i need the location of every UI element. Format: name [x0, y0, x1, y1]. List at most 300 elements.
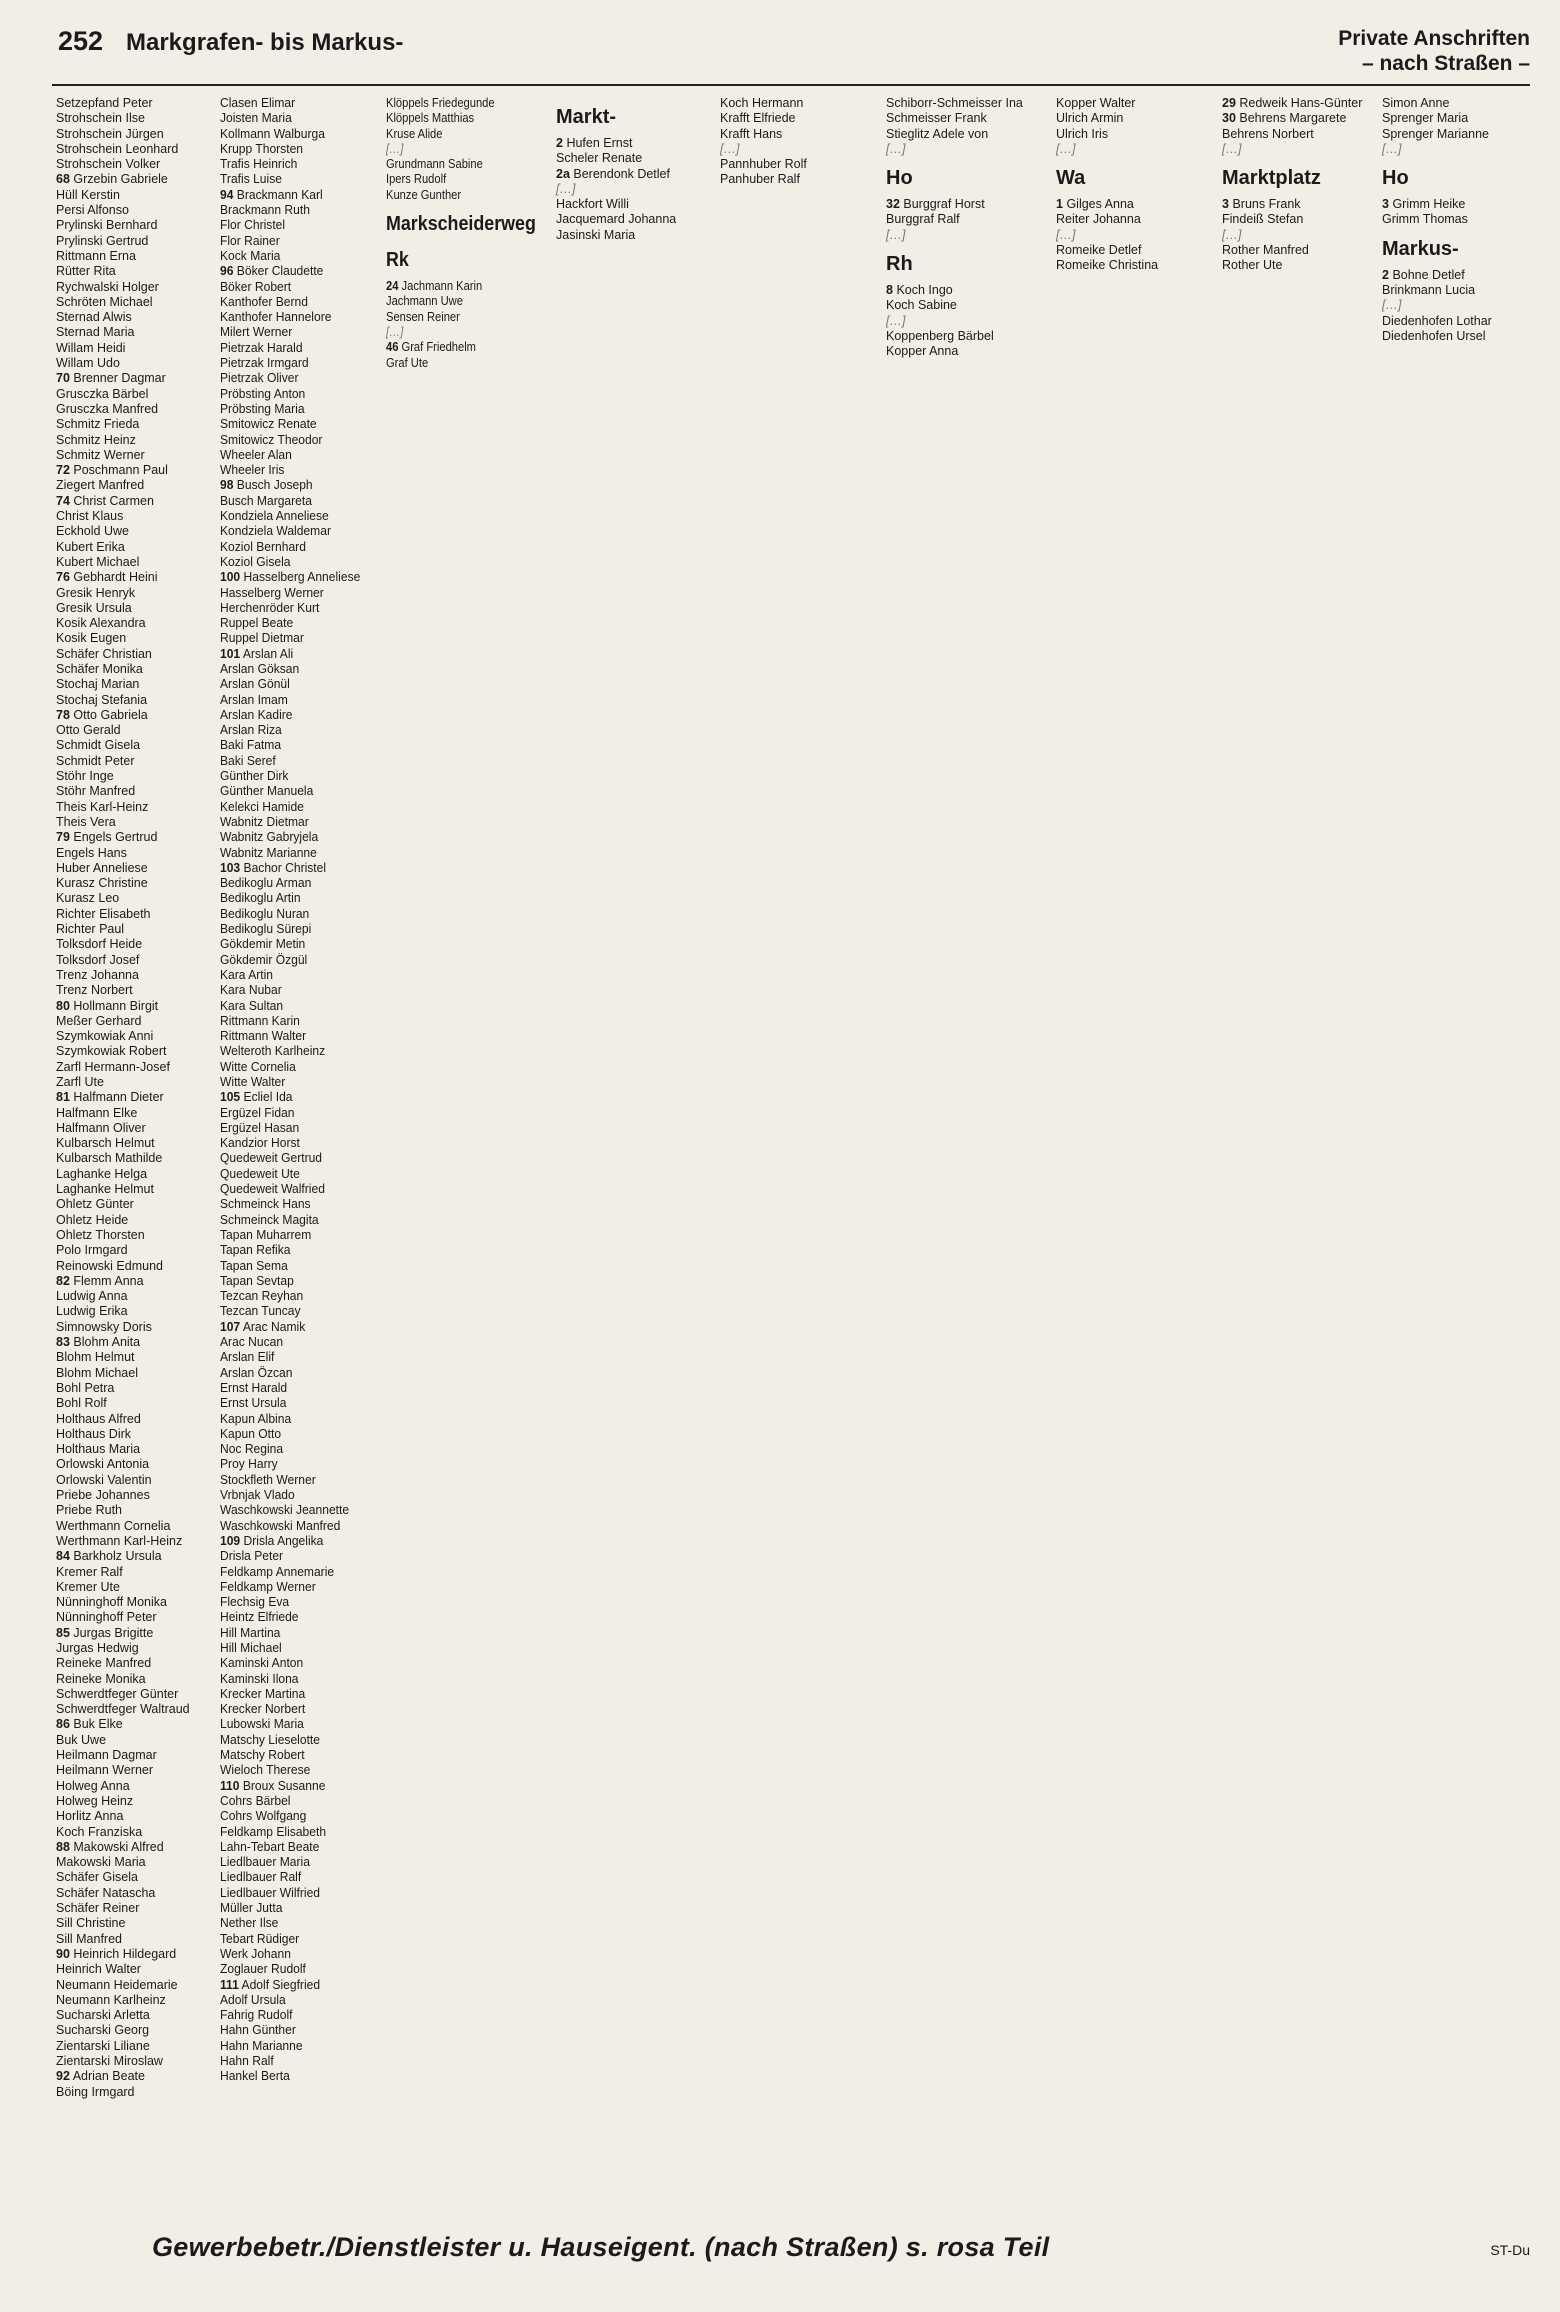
resident-entry — [220, 1840, 355, 1855]
resident-entry — [56, 1702, 190, 1717]
resident-name: Koch Hermann — [720, 96, 804, 110]
resident-entry — [220, 907, 355, 922]
resident-name: Heilmann Dagmar — [56, 1748, 157, 1763]
resident-entry — [56, 677, 190, 692]
resident-entry — [1056, 96, 1216, 111]
resident-entry — [220, 1457, 355, 1472]
resident-entry — [220, 1794, 355, 1809]
house-number: 111 — [220, 1977, 239, 1992]
resident-name: Strohschein Ilse — [56, 111, 145, 126]
resident-entry — [56, 96, 190, 111]
omitted-entries-marker: […] — [556, 181, 576, 196]
resident-name: Grundmann Sabine — [386, 157, 483, 172]
resident-name: Halfmann Oliver — [56, 1120, 146, 1135]
house-number: 80 — [56, 998, 70, 1013]
resident-name: Schwerdtfeger Günter — [56, 1686, 179, 1701]
resident-entry — [220, 157, 355, 172]
resident-name: Wabnitz Dietmar — [220, 814, 309, 829]
resident-name: Halfmann Dieter — [73, 1090, 164, 1105]
resident-name: Busch Margareta — [220, 493, 312, 508]
resident-entry — [56, 1779, 190, 1794]
resident-name: Hasselberg Anneliese — [243, 570, 361, 585]
resident-name: Richter Elisabeth — [56, 906, 151, 921]
resident-entry — [56, 1350, 190, 1365]
resident-name: Stochaj Marian — [56, 677, 140, 692]
resident-name: Ipers Rudolf — [386, 172, 447, 187]
resident-entry — [220, 1809, 355, 1824]
house-number: 24 — [386, 279, 399, 294]
resident-name: Tolksdorf Heide — [56, 937, 143, 952]
house-number: 105 — [220, 1090, 241, 1105]
resident-entry — [220, 1182, 355, 1197]
street-heading: Markus- — [1382, 237, 1459, 260]
resident-entry — [56, 662, 190, 677]
resident-name: Tezcan Tuncay — [220, 1304, 301, 1319]
resident-name: Lubowski Maria — [220, 1717, 304, 1732]
resident-entry — [56, 1656, 190, 1671]
resident-name: Scheler Renate — [556, 151, 643, 166]
resident-name: Milert Werner — [220, 325, 293, 340]
resident-entry — [56, 494, 190, 509]
resident-name: Prylinski Gertrud — [56, 233, 149, 248]
resident-name: Koziol Gisela — [220, 554, 291, 569]
resident-entry — [56, 784, 190, 799]
resident-name: Diedenhofen Lothar — [1382, 313, 1492, 328]
resident-entry — [220, 1044, 355, 1059]
omitted-entries-marker: […] — [1056, 227, 1076, 242]
resident-entry — [220, 1167, 355, 1182]
resident-entry — [220, 280, 355, 295]
resident-entry — [220, 922, 355, 937]
resident-name: Sternad Alwis — [56, 310, 132, 325]
resident-entry — [56, 1870, 190, 1885]
resident-name: Adrian Beate — [72, 2069, 145, 2084]
resident-name: Broux Susanne — [242, 1778, 326, 1793]
resident-name: Arslan Göksan — [220, 661, 300, 676]
resident-name: Neumann Karlheinz — [56, 1992, 166, 2007]
resident-entry — [56, 478, 190, 493]
resident-entry — [220, 754, 355, 769]
resident-entry — [220, 2023, 355, 2038]
resident-name: Burggraf Ralf — [886, 212, 960, 227]
resident-name: Sill Manfred — [56, 1931, 122, 1946]
resident-name: Bedikoglu Nuran — [220, 906, 310, 921]
resident-entry — [220, 846, 355, 861]
resident-name: Prylinski Bernhard — [56, 218, 158, 233]
resident-entry — [56, 1565, 190, 1580]
resident-entry — [220, 218, 355, 233]
resident-entry — [56, 295, 190, 310]
resident-name: Grimm Thomas — [1382, 212, 1468, 227]
resident-name: Liedlbauer Maria — [220, 1855, 310, 1870]
resident-entry — [220, 448, 355, 463]
resident-entry — [220, 1213, 355, 1228]
resident-entry — [56, 2023, 190, 2038]
resident-entry — [220, 830, 355, 845]
resident-entry — [220, 1197, 355, 1212]
resident-entry — [220, 953, 355, 968]
resident-entry — [220, 1350, 355, 1365]
resident-name: Kosik Alexandra — [56, 616, 146, 631]
resident-name: Hahn Ralf — [220, 2054, 274, 2068]
resident-entry — [56, 999, 190, 1014]
resident-entry — [56, 1136, 190, 1151]
resident-entry — [56, 1289, 190, 1304]
resident-name: Poschmann Paul — [73, 463, 168, 478]
resident-entry — [220, 601, 355, 616]
resident-name: Krecker Martina — [220, 1686, 306, 1701]
resident-entry — [56, 540, 190, 555]
resident-name: Priebe Johannes — [56, 1488, 150, 1503]
resident-name: Bruns Frank — [1232, 197, 1301, 212]
resident-name: Arac Namik — [242, 1319, 306, 1334]
resident-entry — [220, 1672, 355, 1687]
house-number: 76 — [56, 570, 70, 585]
resident-entry — [720, 172, 880, 187]
resident-name: Trafis Luise — [220, 172, 282, 187]
resident-entry — [56, 218, 190, 233]
resident-name: Theis Karl-Heinz — [56, 799, 149, 814]
house-number: 70 — [56, 371, 70, 386]
resident-name: Kapun Otto — [220, 1426, 282, 1441]
directory-column-1 — [56, 96, 190, 2200]
resident-name: Kock Maria — [220, 248, 281, 263]
resident-entry — [56, 1442, 190, 1457]
resident-name: Grimm Heike — [1392, 197, 1466, 212]
resident-entry — [220, 1870, 355, 1885]
resident-entry — [220, 1381, 355, 1396]
resident-name: Pietrzak Harald — [220, 340, 303, 355]
resident-name: Polo Irmgard — [56, 1243, 128, 1258]
resident-entry — [56, 1641, 190, 1656]
street-heading: Ho — [1382, 167, 1409, 190]
house-number: 1 — [1056, 197, 1063, 212]
resident-name: Grusczka Manfred — [56, 401, 159, 416]
resident-name: Willam Udo — [56, 356, 120, 371]
resident-entry — [220, 142, 355, 157]
resident-entry — [1382, 329, 1532, 344]
resident-entry — [56, 524, 190, 539]
resident-name: Klöppels Friedegunde — [386, 96, 495, 110]
resident-name: Schäfer Monika — [56, 661, 143, 676]
street-heading: Rk — [386, 249, 409, 272]
resident-name: Ohletz Günter — [56, 1197, 134, 1212]
resident-entry — [720, 111, 880, 126]
resident-entry — [220, 1335, 355, 1350]
resident-name: Pietrzak Oliver — [220, 371, 299, 386]
resident-name: Romeike Detlef — [1056, 243, 1142, 258]
directory-column-9 — [1382, 96, 1532, 2200]
resident-entry — [56, 356, 190, 371]
resident-name: Kara Sultan — [220, 998, 284, 1013]
resident-entry — [220, 1641, 355, 1656]
house-number: 3 — [1382, 197, 1389, 212]
resident-name: Jurgas Brigitte — [73, 1625, 154, 1640]
resident-entry — [220, 1687, 355, 1702]
resident-name: Zarfl Hermann-Josef — [56, 1059, 170, 1074]
resident-name: Quedeweit Walfried — [220, 1182, 325, 1197]
resident-name: Gilges Anna — [1066, 197, 1134, 212]
resident-entry — [220, 1717, 355, 1732]
resident-name: Wabnitz Marianne — [220, 845, 317, 860]
resident-name: Koch Sabine — [886, 298, 957, 313]
resident-entry — [56, 111, 190, 126]
resident-entry — [220, 356, 355, 371]
resident-name: Reinowski Edmund — [56, 1258, 163, 1273]
resident-entry — [220, 1274, 355, 1289]
resident-name: Kanthofer Hannelore — [220, 310, 332, 325]
resident-name: Waschkowski Manfred — [220, 1518, 341, 1533]
resident-entry — [220, 1748, 355, 1763]
resident-entry — [56, 631, 190, 646]
resident-name: Zarfl Ute — [56, 1075, 104, 1089]
resident-name: Müller Jutta — [220, 1901, 283, 1916]
directory-column-2 — [220, 96, 361, 2200]
resident-entry — [56, 1916, 190, 1931]
resident-name: Ulrich Iris — [1056, 126, 1109, 141]
resident-entry — [56, 1794, 190, 1809]
resident-entry — [56, 1304, 190, 1319]
resident-name: Eckhold Uwe — [56, 524, 129, 539]
resident-name: Ziegert Manfred — [56, 478, 145, 493]
resident-entry — [386, 172, 520, 187]
resident-name: Hufen Ernst — [566, 136, 633, 150]
resident-name: Kurasz Leo — [56, 891, 120, 906]
resident-name: Arslan Riza — [220, 723, 282, 738]
resident-name: Rother Manfred — [1222, 243, 1309, 258]
resident-entry — [220, 2054, 355, 2069]
resident-name: Holweg Heinz — [56, 1793, 134, 1808]
resident-entry — [56, 647, 190, 662]
resident-name: Burggraf Horst — [903, 197, 985, 212]
resident-entry — [56, 2085, 190, 2100]
resident-name: Zoglauer Rudolf — [220, 1962, 306, 1977]
directory-column-7 — [1056, 96, 1216, 2200]
resident-entry — [220, 325, 355, 340]
resident-name: Bachor Christel — [243, 860, 327, 875]
resident-name: Ohletz Heide — [56, 1212, 129, 1227]
resident-name: Ergüzel Fidan — [220, 1105, 295, 1120]
resident-entry — [220, 1962, 355, 1977]
resident-entry — [56, 172, 190, 187]
resident-name: Barkholz Ursula — [73, 1549, 162, 1564]
resident-entry — [220, 509, 355, 524]
resident-entry — [220, 1090, 355, 1105]
resident-entry — [886, 212, 1046, 227]
resident-name: Schmitz Heinz — [56, 432, 136, 447]
header-rule — [52, 84, 1530, 86]
resident-name: Jachmann Uwe — [386, 294, 463, 309]
resident-entry — [220, 463, 355, 478]
resident-name: Ergüzel Hasan — [220, 1120, 300, 1135]
resident-entry — [220, 1136, 355, 1151]
resident-name: Pröbsting Anton — [220, 386, 306, 401]
resident-entry — [220, 203, 355, 218]
house-number: 2a — [556, 166, 570, 181]
resident-name: Kurasz Christine — [56, 876, 148, 891]
resident-name: Günther Manuela — [220, 784, 314, 799]
resident-name: Arac Nucan — [220, 1335, 284, 1350]
resident-entry — [220, 1304, 355, 1319]
resident-name: Nether Ilse — [220, 1916, 279, 1931]
resident-name: Otto Gabriela — [73, 707, 148, 722]
resident-entry — [220, 1702, 355, 1717]
resident-name: Heilmann Werner — [56, 1763, 154, 1778]
resident-name: Behrens Margarete — [1239, 111, 1347, 126]
resident-entry — [1056, 212, 1216, 227]
resident-name: Kopper Anna — [886, 344, 959, 359]
resident-name: Cohrs Bärbel — [220, 1793, 291, 1808]
resident-name: Smitowicz Renate — [220, 417, 317, 432]
resident-entry — [220, 1534, 355, 1549]
resident-entry — [1056, 197, 1216, 212]
resident-name: Diedenhofen Ursel — [1382, 328, 1486, 343]
resident-name: Klöppels Matthias — [386, 111, 475, 126]
resident-name: Kanthofer Bernd — [220, 294, 308, 309]
house-number: 72 — [56, 463, 70, 478]
section-label — [1338, 26, 1530, 76]
resident-name: Hüll Kerstin — [56, 187, 120, 202]
house-number: 68 — [56, 172, 70, 187]
resident-name: Graf Friedhelm — [401, 340, 476, 355]
resident-entry — [220, 1151, 355, 1166]
resident-entry — [56, 1060, 190, 1075]
resident-name: Flor Rainer — [220, 233, 280, 248]
resident-name: Gökdemir Özgül — [220, 952, 308, 967]
resident-entry — [1222, 212, 1382, 227]
resident-name: Kulbarsch Mathilde — [56, 1151, 163, 1166]
resident-name: Matschy Lieselotte — [220, 1732, 321, 1747]
omitted-entries-marker: […] — [386, 324, 404, 339]
resident-entry — [56, 1427, 190, 1442]
resident-name: Behrens Norbert — [1222, 126, 1314, 141]
resident-name: Drisla Angelika — [243, 1533, 324, 1548]
resident-entry — [220, 1656, 355, 1671]
resident-name: Koch Ingo — [896, 283, 953, 298]
resident-name: Hahn Marianne — [220, 2038, 303, 2053]
resident-entry — [56, 2039, 190, 2054]
omitted-entries-marker: […] — [1382, 141, 1402, 156]
resident-name: Orlowski Antonia — [56, 1457, 150, 1472]
resident-entry — [1056, 258, 1216, 273]
resident-name: Setzepfand Peter — [56, 96, 153, 110]
resident-name: Wheeler Alan — [220, 447, 292, 462]
resident-name: Orlowski Valentin — [56, 1472, 152, 1487]
resident-entry — [556, 136, 706, 151]
resident-entry — [56, 325, 190, 340]
resident-entry — [56, 1457, 190, 1472]
resident-entry — [220, 1473, 355, 1488]
resident-entry — [220, 402, 355, 417]
resident-name: Ecliel Ida — [243, 1090, 293, 1105]
resident-name: Quedeweit Ute — [220, 1166, 300, 1181]
house-number: 85 — [56, 1625, 70, 1640]
resident-name: Kubert Erika — [56, 539, 125, 554]
resident-name: Sprenger Maria — [1382, 111, 1469, 126]
resident-entry — [220, 1503, 355, 1518]
resident-name: Meßer Gerhard — [56, 1013, 142, 1028]
resident-entry — [220, 371, 355, 386]
resident-entry — [56, 1121, 190, 1136]
resident-name: Kollmann Walburga — [220, 126, 325, 141]
resident-entry — [220, 815, 355, 830]
street-heading: Markscheiderweg — [386, 213, 536, 236]
resident-name: Cohrs Wolfgang — [220, 1809, 307, 1824]
resident-name: Romeike Christina — [1056, 258, 1159, 273]
resident-entry — [220, 999, 355, 1014]
resident-name: Flor Christel — [220, 218, 286, 233]
resident-entry — [56, 1901, 190, 1916]
resident-entry — [220, 127, 355, 142]
resident-entry — [56, 1595, 190, 1610]
resident-entry — [1222, 127, 1382, 142]
resident-entry — [56, 1488, 190, 1503]
resident-name: Huber Anneliese — [56, 860, 148, 875]
resident-entry — [220, 1733, 355, 1748]
resident-entry — [56, 433, 190, 448]
resident-name: Schmeinck Hans — [220, 1197, 311, 1212]
resident-entry — [220, 616, 355, 631]
house-number: 46 — [386, 340, 399, 355]
resident-entry — [220, 341, 355, 356]
resident-name: Kondziela Anneliese — [220, 509, 329, 524]
resident-entry — [56, 754, 190, 769]
resident-entry — [56, 1197, 190, 1212]
resident-entry — [1222, 243, 1382, 258]
resident-name: Strohschein Leonhard — [56, 141, 179, 156]
resident-entry — [220, 1947, 355, 1962]
house-number: 83 — [56, 1335, 70, 1350]
resident-entry — [220, 708, 355, 723]
resident-name: Kara Nubar — [220, 983, 282, 998]
resident-name: Buk Uwe — [56, 1732, 107, 1747]
resident-entry — [220, 524, 355, 539]
resident-entry — [56, 1825, 190, 1840]
resident-name: Findeiß Stefan — [1222, 212, 1304, 227]
resident-entry — [220, 1886, 355, 1901]
resident-name: Kondziela Waldemar — [220, 524, 331, 539]
resident-name: Trenz Norbert — [56, 983, 133, 998]
resident-entry — [220, 800, 355, 815]
resident-entry — [220, 1060, 355, 1075]
resident-name: Holthaus Dirk — [56, 1426, 132, 1441]
directory-column-8 — [1222, 96, 1382, 2200]
resident-entry — [56, 616, 190, 631]
resident-entry — [220, 1855, 355, 1870]
resident-entry — [56, 723, 190, 738]
resident-entry — [56, 861, 190, 876]
resident-name: Schmitz Werner — [56, 447, 145, 462]
resident-entry — [56, 203, 190, 218]
resident-entry — [56, 769, 190, 784]
page-footer — [52, 2232, 1530, 2272]
omitted-entries-marker: […] — [886, 227, 906, 242]
resident-entry — [220, 983, 355, 998]
resident-name: Brackmann Karl — [236, 187, 323, 202]
resident-entry — [56, 1672, 190, 1687]
resident-entry — [56, 1167, 190, 1182]
resident-name: Welteroth Karlheinz — [220, 1044, 326, 1059]
house-number: 74 — [56, 493, 70, 508]
resident-entry — [220, 1320, 355, 1335]
resident-name: Koppenberg Bärbel — [886, 328, 994, 343]
resident-name: Kremer Ralf — [56, 1564, 123, 1579]
resident-name: Blohm Helmut — [56, 1350, 135, 1365]
resident-name: Laghanke Helga — [56, 1166, 148, 1181]
resident-entry — [220, 693, 355, 708]
resident-name: Smitowicz Theodor — [220, 432, 323, 447]
resident-name: Blohm Anita — [73, 1335, 141, 1350]
